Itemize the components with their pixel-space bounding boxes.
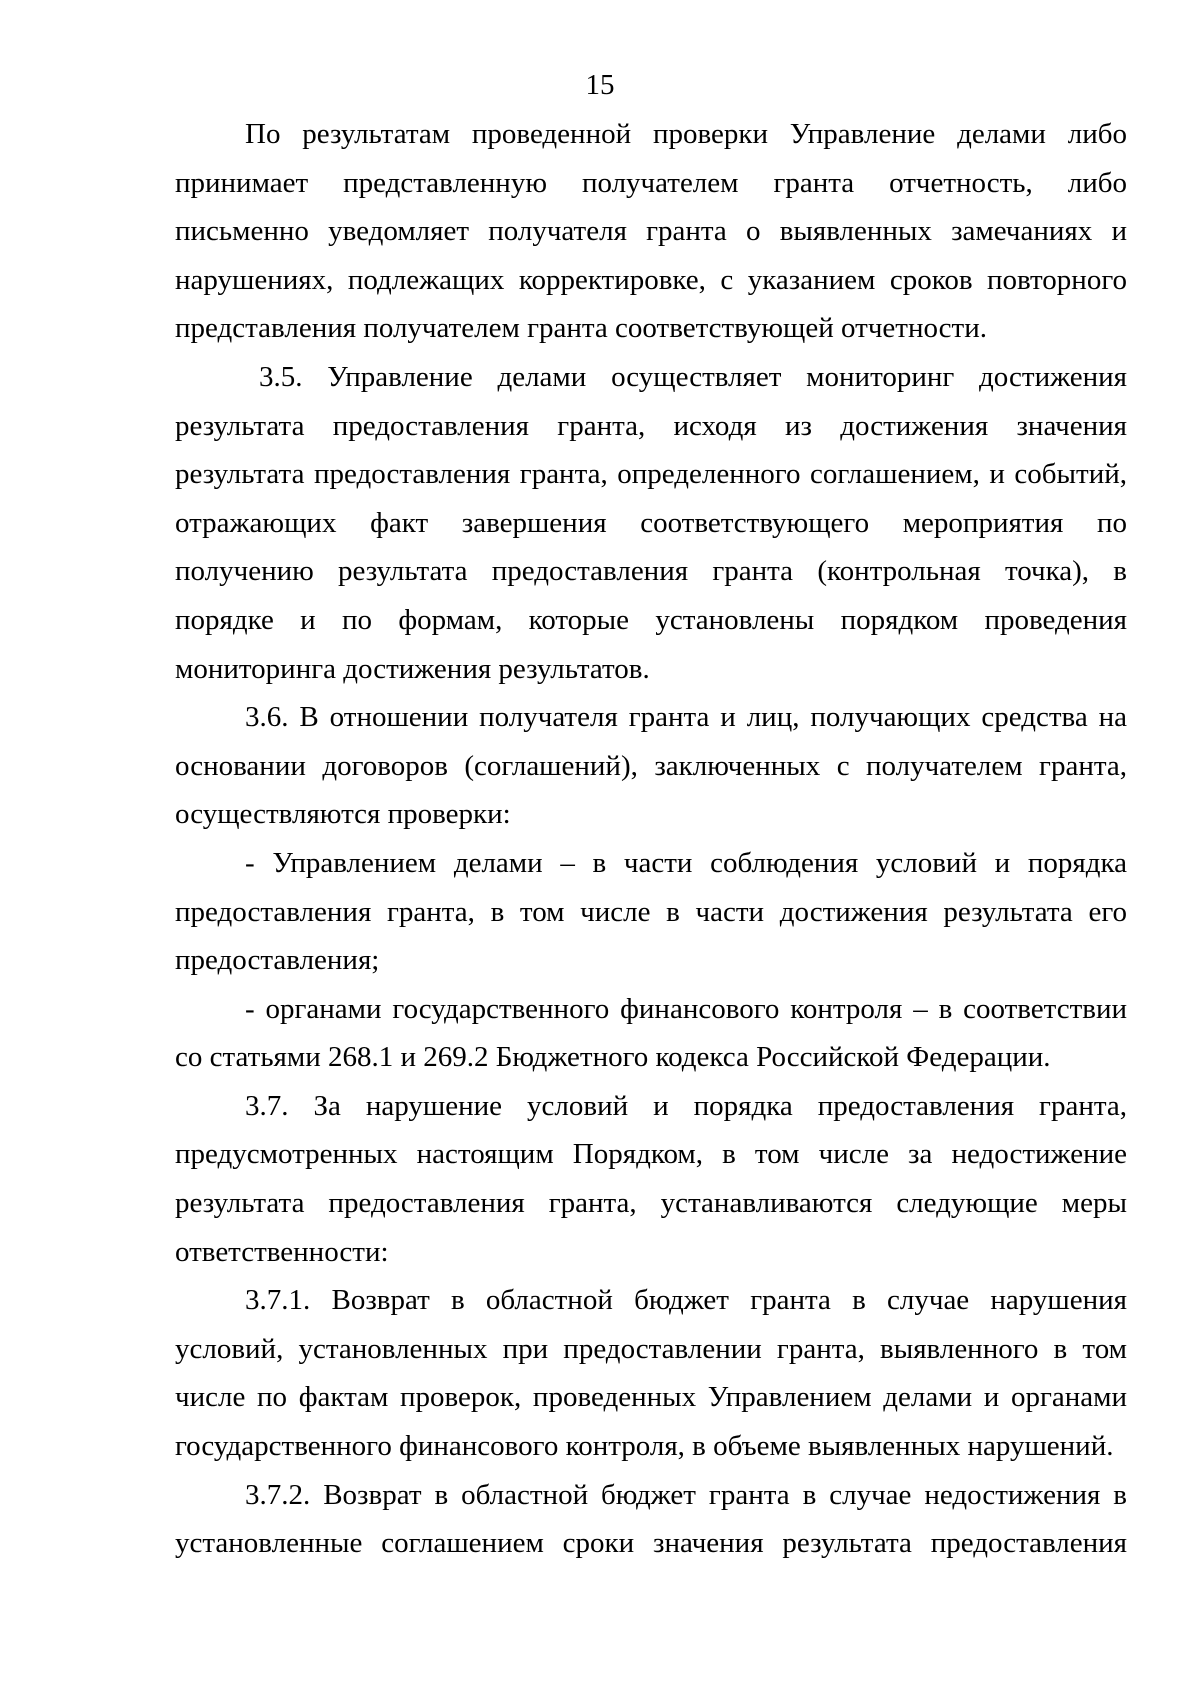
paragraph-3-6-inspections: 3.6. В отношении получателя гранта и лиц, получающих средства на основании договоров (соглашений), заключенных с получателем гранта, осуществляются проверки:: [175, 701, 1127, 831]
document-body: [175, 110, 1127, 1568]
list-item-financial-control: - органами государственного финансового контроля – в соответствии со статьями 268.1 и 269.2 Бюджетного кодекса Российской Федерации.: [175, 992, 1127, 1074]
list-item-management-inspection: - Управлением делами – в части соблюдения условий и порядка предоставления гранта, в том числе в части достижения результата его предоставления;: [175, 846, 1127, 977]
paragraph-3-7-liability: 3.7. За нарушение условий и порядка предоставления гранта, предусмотренных настоящим Порядком, в том числе за недостижение результата предоставления гранта, устанавливаются следующие меры ответственности:: [175, 1089, 1127, 1268]
paragraph-report-check: По результатам проведенной проверки Управление делами либо принимает представленную получателем гранта отчетность, либо письменно уведомляет получателя гранта о выявленных замечаниях и нарушениях, подлежащих корректировке, с указанием сроков повторного представления получателем гранта соответствующей отчетности.: [175, 118, 1127, 345]
page-number: 15: [585, 69, 615, 101]
paragraph-3-7-1-refund: 3.7.1. Возврат в областной бюджет гранта в случае нарушения условий, установленных при предоставлении гранта, выявленного в том числе по фактам проверок, проведенных Управлением делами и органами государственного финансового контроля, в объеме выявленных нарушений.: [175, 1284, 1127, 1463]
paragraph-3-5-monitoring: 3.5. Управление делами осуществляет мониторинг достижения результата предоставления гранта, исходя из достижения значения результата предоставления гранта, определенного соглашением, и событий, отражающих факт завершения соответствующего мероприятия по получению результата предоставления гранта (контрольная точка), в порядке и по формам, которые установлены порядком проведения мониторинга достижения результатов.: [175, 360, 1127, 685]
paragraph-3-7-2-refund: 3.7.2. Возврат в областной бюджет гранта в случае недостижения в установленные соглашением сроки значения результата предоставления: [175, 1478, 1127, 1560]
